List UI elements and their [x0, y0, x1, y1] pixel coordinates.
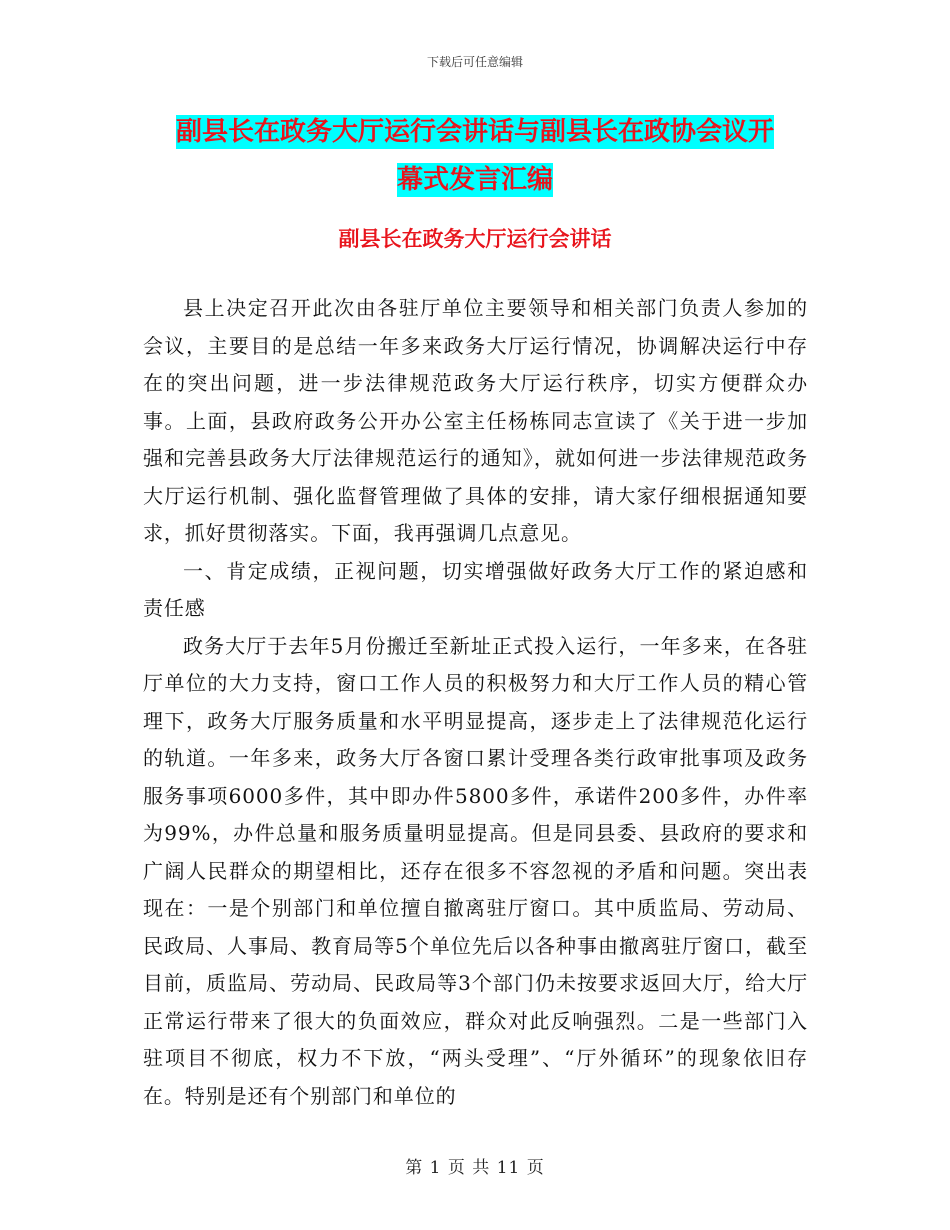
body-text	[143, 290, 808, 1115]
document-title	[120, 108, 830, 204]
paragraph-heading-1: 一、肯定成绩，正视问题，切实增强做好政务大厅工作的紧迫感和责任感	[143, 558, 808, 620]
document-title-line-2: 幕式发言汇编	[396, 165, 553, 195]
paragraph-intro: 县上决定召开此次由各驻厅单位主要领导和相关部门负责人参加的会议，主要目的是总结一年多来政务大厅运行情况，协调解决运行中存在的突出问题，进一步法律规范政务大厅运行秩序，切实方便群众办事。上面，县政府政务公开办公室主任杨栋同志宣读了《关于进一步加强和完善县政务大厅法律规范运行的通知》，就如何进一步法律规范政务大厅运行机制、强化监督管理做了具体的安排，请大家仔细根据通知要求，抓好贯彻落实。下面，我再强调几点意见。	[143, 296, 808, 545]
document-title-line-1: 副县长在政务大厅运行会讲话与副县长在政协会议开	[175, 117, 774, 147]
section-title: 副县长在政务大厅运行会讲话	[338, 227, 612, 251]
header-note: 下载后可任意编辑	[426, 55, 523, 69]
paragraph-achievements: 政务大厅于去年5月份搬迁至新址正式投入运行，一年多来，在各驻厅单位的大力支持，窗口工作人员的积极努力和大厅工作人员的精心管理下，政务大厅服务质量和水平明显提高，逐步走上了法律规范化运行的轨道。一年多来，政务大厅各窗口累计受理各类行政审批事项及政务服务事项6000多件，其中即办件5800多件，承诺件200多件，办件率为99%，办件总量和服务质量明显提高。但是同县委、县政府的要求和广阔人民群众的期望相比，还存在很多不容忽视的矛盾和问题。突出表现在：一是个别部门和单位擅自撤离驻厅窗口。其中质监局、劳动局、民政局、人事局、教育局等5个单位先后以各种事由撤离驻厅窗口，截至目前，质监局、劳动局、民政局等3个部门仍未按要求返回大厅，给大厅正常运行带来了很大的负面效应，群众对此反响强烈。二是一些部门入驻项目不彻底，权力不下放，“两头受理”、“厅外循环”的现象依旧存在。特别是还有个别部门和单位的	[143, 633, 808, 1108]
page-number: 第 1 页 共 11 页	[405, 1158, 545, 1178]
